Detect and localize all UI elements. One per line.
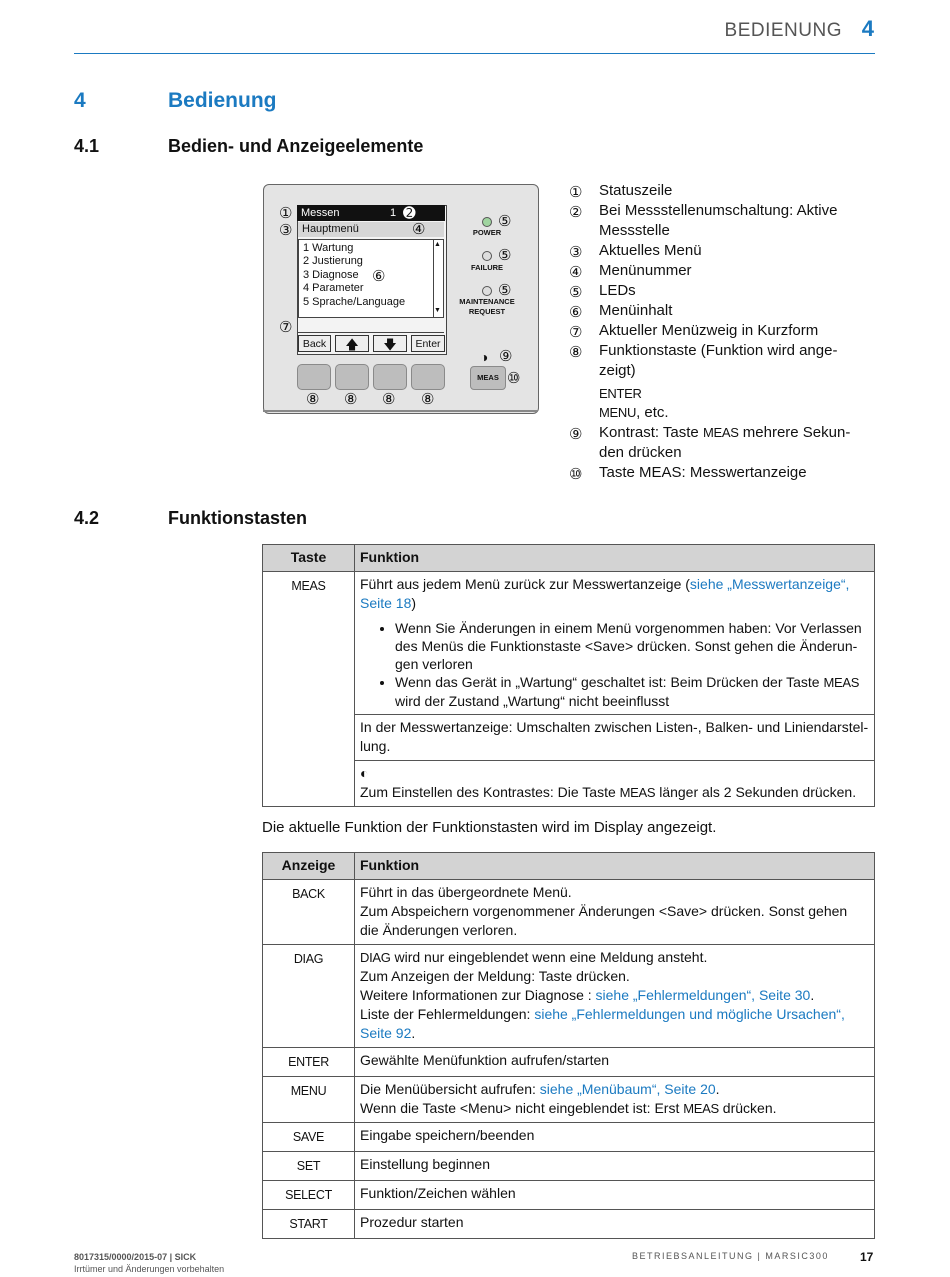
marker-8: ⑧ [344, 391, 358, 408]
key-cell: ENTER [263, 1048, 355, 1077]
mono-text: DIAG [360, 950, 391, 965]
function-key-4 [411, 364, 445, 390]
legend-text: Aktuelles Menü [599, 242, 702, 259]
column-header: Anzeige [263, 853, 355, 880]
legend-text: Statuszeile [599, 182, 673, 199]
cross-reference-link[interactable]: siehe „Menübaum“, Seite 20 [539, 1081, 716, 1097]
marker-6: ⑥ [372, 268, 386, 285]
running-header-title: BEDIENUNG [724, 20, 842, 41]
cell-text: . [810, 987, 815, 1003]
cell-line: Zum Anzeigen der Meldung: Taste drücken. [360, 968, 630, 984]
cell-text: wird der Zustand „Wartung“ nicht beeinflusst [395, 693, 670, 709]
mono-text: MEAS [823, 675, 860, 690]
legend-text-part: Kontrast: Taste [599, 424, 703, 441]
softkey-back: Back [298, 335, 331, 352]
function-cell: Eingabe speichern/beenden [355, 1123, 875, 1152]
menu-item: 4 Parameter [303, 282, 364, 294]
function-cell [355, 880, 875, 945]
legend-text-menu: MENU [599, 405, 637, 420]
bullet-list [360, 619, 869, 710]
marker-10: ⑩ [507, 370, 521, 387]
table-row [263, 572, 875, 715]
contrast-icon: ◑ [480, 349, 489, 365]
function-cell: Funktion/Zeichen wählen [355, 1181, 875, 1210]
cell-line: Führt in das übergeordnete Menü. [360, 884, 572, 900]
table-row [263, 945, 875, 1048]
table-header-row [263, 545, 875, 572]
cross-reference-link[interactable]: siehe „Messwertanzeige“, Seite 18 [360, 576, 850, 611]
status-line: Messen [297, 205, 417, 221]
cell-text: ) [411, 595, 417, 611]
menu-item: 3 Diagnose [303, 269, 359, 281]
column-header: Funktion [355, 545, 875, 572]
softkey-down-arrow-icon: 🡇 [373, 335, 407, 352]
table-row [263, 715, 875, 761]
mono-text: MEAS [619, 785, 656, 800]
meas-key: MEAS [470, 366, 506, 390]
function-cell: Prozedur starten [355, 1210, 875, 1239]
marker-8: ⑧ [306, 391, 320, 408]
bullet-item [395, 673, 869, 710]
cell-line [360, 986, 869, 1005]
subsection-title: Bedien- und Anzeigeelemente [168, 136, 424, 156]
maintenance-label: MAINTENANCE REQUEST [459, 297, 515, 316]
legend-text: Menüinhalt [599, 302, 673, 319]
footer-left [74, 1251, 224, 1275]
failure-led-icon [482, 251, 492, 261]
legend-text [599, 403, 869, 423]
cell-text: . [715, 1081, 720, 1097]
marker-8: ⑧ [382, 391, 396, 408]
function-key-3 [373, 364, 407, 390]
function-cell: Gewählte Menüfunktion aufrufen/starten [355, 1048, 875, 1077]
column-header: Funktion [355, 853, 875, 880]
table-header-row [263, 853, 875, 880]
page-number: 17 [860, 1250, 874, 1264]
menu-item: 5 Sprache/Language [303, 296, 406, 308]
legend-text: ENTER [599, 386, 642, 401]
cell-line [360, 1099, 869, 1118]
marker-5: ⑤ [498, 247, 512, 264]
key-cell: SAVE [263, 1123, 355, 1152]
cell-text: Führt aus jedem Menü zurück zur Messwertanzeige ( [360, 576, 690, 592]
cell-line: Zum Abspeichern vorgenommener Änderungen <Save> drücken. Sonst gehen die Änderungen verloren. [360, 903, 848, 938]
scroll-down-icon: ▼ [434, 307, 441, 314]
cell-text: Wenn das Gerät in „Wartung“ geschaltet ist: Beim Drücken der Taste [395, 674, 824, 690]
scrollbar [433, 240, 444, 317]
cell-text: drücken. [718, 1100, 777, 1116]
legend-text-part: mehrere Sekun-den drücken [599, 424, 851, 461]
column-header: Taste [263, 545, 355, 572]
section-number: 4 [74, 89, 86, 112]
softkey-enter: Enter [411, 335, 445, 352]
subsection-title: Funktionstasten [168, 508, 308, 528]
running-header-number: 4 [861, 16, 874, 41]
marker-3: ③ [279, 222, 293, 239]
document-id: 8017315/0000/2015-07 | SICK [74, 1252, 197, 1262]
power-led-icon [482, 217, 492, 227]
legend-number: ③ [569, 244, 583, 261]
legend-text: Bei Messstellenumschaltung: Aktive Messstelle [599, 202, 838, 239]
cell-text: . [411, 1025, 416, 1041]
softkey-up-arrow-icon: 🡅 [335, 335, 369, 352]
key-cell: START [263, 1210, 355, 1239]
table-row [263, 1077, 875, 1123]
cell-text: Wenn die Taste <Menu> nicht eingeblendet ist: Erst [360, 1100, 684, 1116]
legend-number: ⑤ [569, 284, 583, 301]
legend-number: ⑨ [569, 426, 583, 443]
marker-5: ⑤ [498, 282, 512, 299]
marker-4: ④ [412, 221, 426, 238]
table-row [263, 761, 875, 807]
legend-text: Menünummer [599, 262, 692, 279]
cell-line [360, 1005, 869, 1043]
header-rule [74, 53, 875, 54]
cell-line [360, 1080, 869, 1099]
legend-text: Taste MEAS: Messwertanzeige [599, 464, 807, 481]
failure-label: FAILURE [470, 263, 504, 272]
legend-number: ① [569, 184, 583, 201]
display-functions-table [262, 852, 875, 1239]
cell-text: Weitere Informationen zur Diagnose : [360, 987, 596, 1003]
cell-text: Die Menüübersicht aufrufen: [360, 1081, 540, 1097]
function-keys-table [262, 544, 875, 807]
marker-7: ⑦ [279, 319, 293, 336]
key-cell: MEAS [263, 572, 355, 807]
maintenance-led-icon [482, 286, 492, 296]
subsection-number: 4.2 [74, 508, 100, 528]
function-cell: In der Messwertanzeige: Umschalten zwischen Listen-, Balken- und Liniendarstel-lung. [355, 715, 875, 761]
marker-2: ➋ [403, 205, 416, 222]
branch-line [298, 318, 444, 333]
disclaimer: Irrtümer und Änderungen vorbehalten [74, 1264, 225, 1274]
marker-9: ⑨ [499, 348, 513, 365]
cell-text: wird nur eingeblendet wenn eine Meldung ansteht. [390, 949, 708, 965]
cross-reference-link[interactable]: siehe „Fehlermeldungen“, Seite 30 [595, 987, 811, 1003]
contrast-icon: ◐ [360, 765, 369, 781]
cell-line [360, 948, 869, 967]
legend-number: ④ [569, 264, 583, 281]
table-row [263, 1181, 875, 1210]
key-cell: SELECT [263, 1181, 355, 1210]
table-row [263, 1152, 875, 1181]
legend-text: Aktueller Menüzweig in Kurzform [599, 322, 819, 339]
legend-text: Funktionstaste (Funktion wird ange-zeigt) [599, 342, 838, 379]
menu-item: 2 Justierung [303, 255, 363, 267]
cross-reference-link[interactable]: siehe „Fehlermeldungen und mögliche Ursachen“, Seite 92 [360, 1006, 845, 1041]
key-cell: SET [263, 1152, 355, 1181]
menu-item: 1 Wartung [303, 242, 354, 254]
function-key-2 [335, 364, 369, 390]
key-cell: BACK [263, 880, 355, 945]
cell-text: länger als 2 Sekunden drücken. [655, 784, 857, 800]
marker-5: ⑤ [498, 213, 512, 230]
legend-number: ⑦ [569, 324, 583, 341]
legend-text: LEDs [599, 282, 636, 299]
power-label: POWER [472, 228, 502, 237]
legend-text-etc: , etc. [636, 404, 669, 421]
function-cell [355, 945, 875, 1048]
cell-text: Zum Einstellen des Kontrastes: Die Taste [360, 784, 620, 800]
section-title: Bedienung [168, 89, 277, 112]
legend-text [599, 423, 861, 463]
intro-paragraph: Die aktuelle Funktion der Funktionstasten wird im Display angezeigt. [262, 819, 717, 836]
scroll-up-icon: ▲ [434, 241, 441, 248]
function-cell: Einstellung beginnen [355, 1152, 875, 1181]
legend-number: ⑩ [569, 466, 583, 483]
function-cell [355, 572, 875, 715]
function-cell [355, 761, 875, 807]
legend-number: ⑧ [569, 344, 583, 361]
marker-1: ① [279, 205, 293, 222]
cell-text: Liste der Fehlermeldungen: [360, 1006, 535, 1022]
key-cell: MENU [263, 1077, 355, 1123]
bullet-item: • Wenn Sie Änderungen in einem Menü vorgenommen haben: Vor Verlassen des Menüs die Funktionstaste <Save> drücken. Sonst gehen die Änderun-gen verloren [395, 619, 869, 673]
legend-text-mono: MEAS [702, 425, 739, 440]
table-row [263, 1048, 875, 1077]
status-number: 1 [386, 205, 402, 221]
table-row [263, 1210, 875, 1239]
mono-text: MEAS [683, 1101, 719, 1116]
menu-title-bar: Hauptmenü [298, 222, 444, 237]
function-key-1 [297, 364, 331, 390]
table-row [263, 1123, 875, 1152]
manual-title: BETRIEBSANLEITUNG | MARSIC300 [632, 1251, 829, 1261]
table-row [263, 880, 875, 945]
device-panel-base [263, 410, 538, 412]
function-cell [355, 1077, 875, 1123]
marker-8: ⑧ [421, 391, 435, 408]
key-cell: DIAG [263, 945, 355, 1048]
subsection-number: 4.1 [74, 136, 100, 156]
legend-number: ⑥ [569, 304, 583, 321]
legend-number: ② [569, 204, 583, 221]
